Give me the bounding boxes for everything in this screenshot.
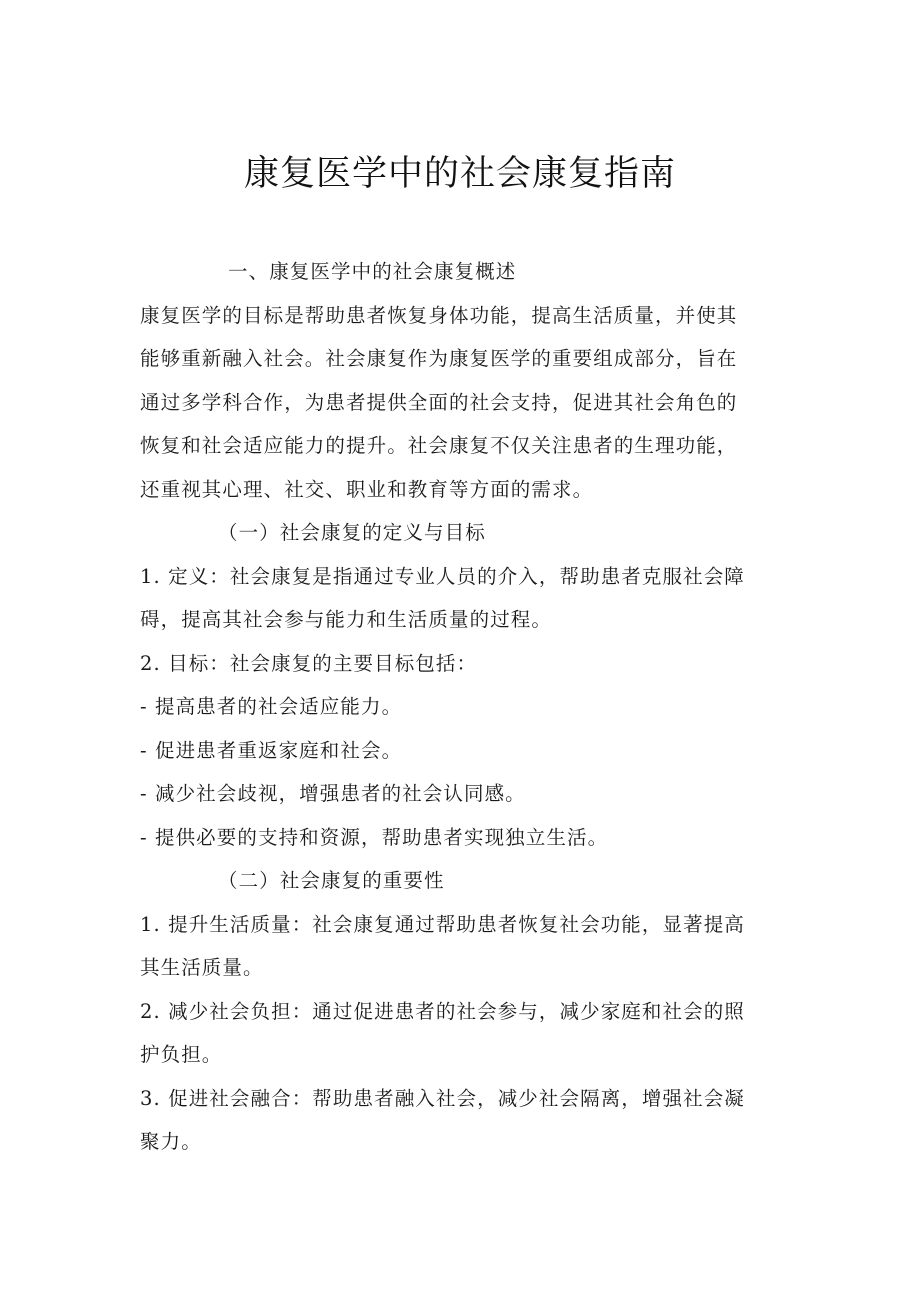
paragraph-line: 能够重新融入社会。社会康复作为康复医学的重要组成部分，旨在 [140, 347, 738, 370]
document-body [140, 250, 780, 1164]
paragraph-line: 康复医学的目标是帮助患者恢复身体功能，提高生活质量，并使其 [140, 303, 738, 327]
list-item-continuation: 其生活质量。 [140, 956, 264, 979]
paragraph-line: 恢复和社会适应能力的提升。社会康复不仅关注患者的生理功能， [140, 434, 738, 457]
list-item: 2. 减少社会负担：通过促进患者的社会参与，减少家庭和社会的照 [140, 999, 745, 1023]
bullet-item: - 提高患者的社会适应能力。 [140, 695, 403, 718]
list-item: 2. 目标：社会康复的主要目标包括： [140, 651, 478, 675]
paragraph-line: 还重视其心理、社交、职业和教育等方面的需求。 [140, 477, 594, 501]
subsection-heading: （一）社会康复的定义与目标 [218, 521, 486, 544]
paragraph-line: 通过多学科合作，为患者提供全面的社会支持，促进其社会角色的 [140, 390, 738, 414]
list-item: 1. 提升生活质量：社会康复通过帮助患者恢复社会功能，显著提高 [140, 912, 745, 936]
document-title: 康复医学中的社会康复指南 [243, 154, 676, 194]
bullet-item: - 促进患者重返家庭和社会。 [140, 738, 403, 762]
bullet-item: - 提供必要的支持和资源，帮助患者实现独立生活。 [140, 825, 609, 849]
list-item: 1. 定义：社会康复是指通过专业人员的介入，帮助患者克服社会障 [140, 564, 745, 588]
list-item-continuation: 护负担。 [140, 1043, 223, 1066]
subsection-heading: （二）社会康复的重要性 [218, 869, 445, 892]
list-item-continuation: 碍，提高其社会参与能力和生活质量的过程。 [140, 608, 553, 631]
list-item-continuation: 聚力。 [140, 1130, 202, 1153]
bullet-item: - 减少社会歧视，增强患者的社会认同感。 [140, 782, 526, 805]
section-heading: 一、康复医学中的社会康复概述 [228, 260, 517, 283]
list-item: 3. 促进社会融合：帮助患者融入社会，减少社会隔离，增强社会凝 [140, 1086, 745, 1110]
